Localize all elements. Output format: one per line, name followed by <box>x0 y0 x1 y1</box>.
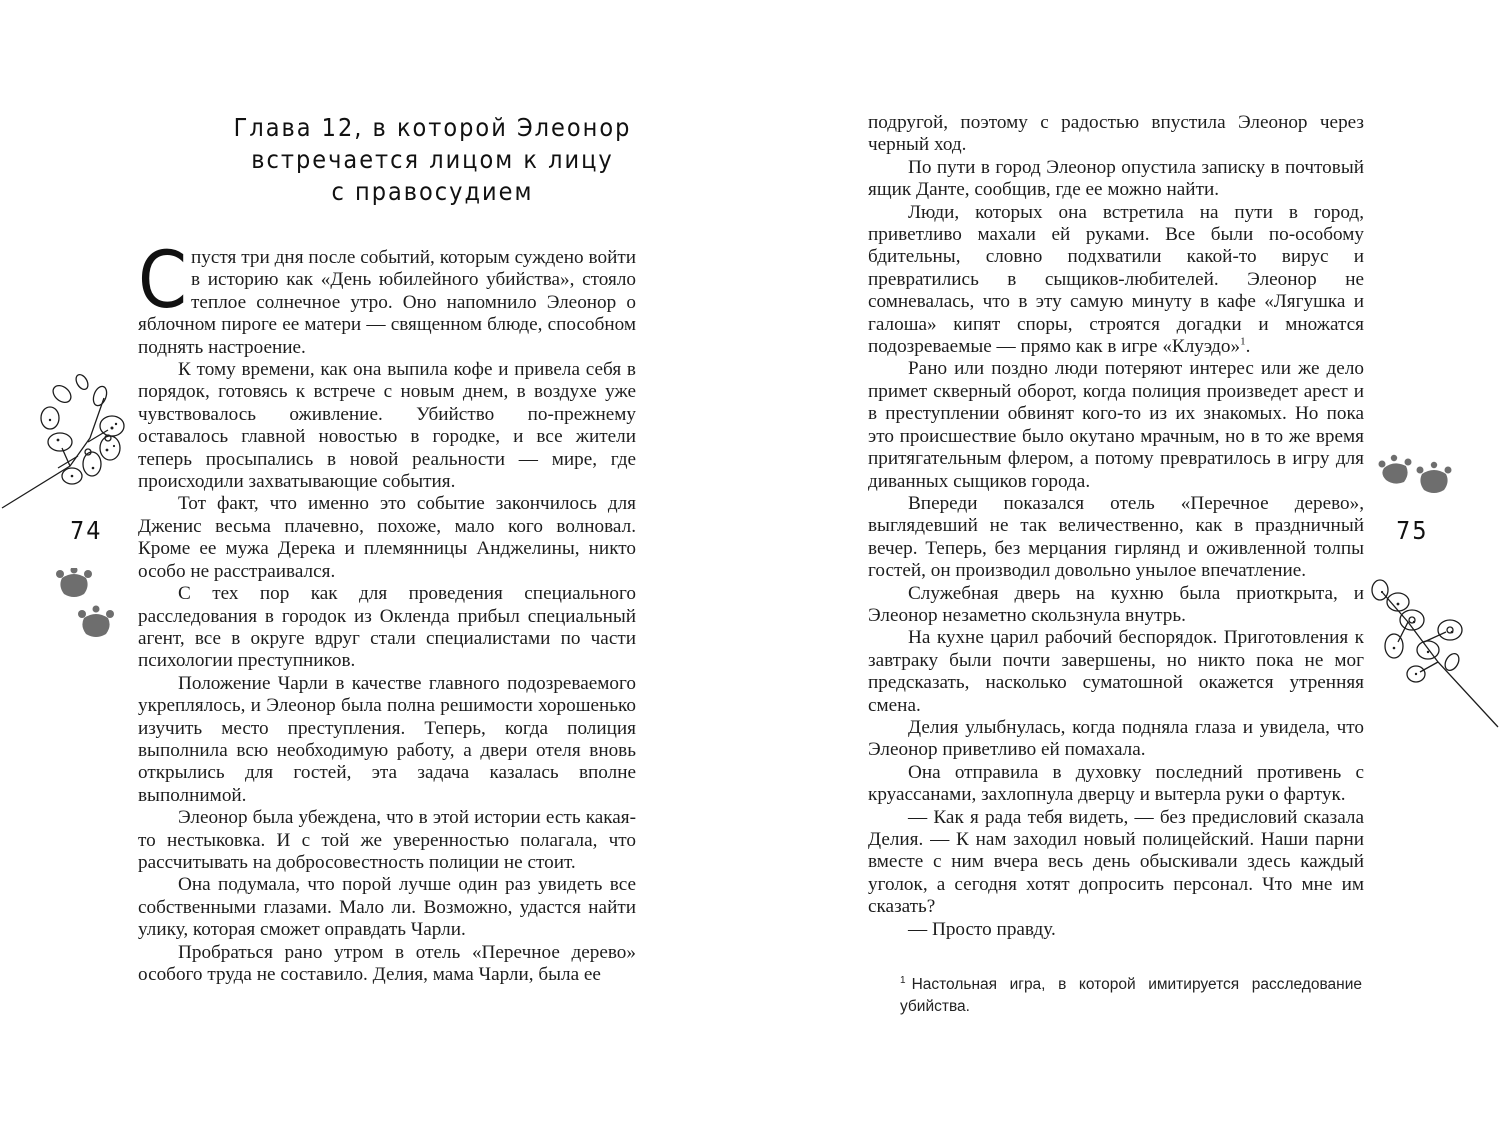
chapter-title <box>160 112 705 208</box>
chapter-title-line-2: встречается лицом к лицу <box>251 145 614 174</box>
paragraph: Пробраться рано утром в отель «Перечное дерево» особого труда не составило. Делия, мама Чарли, была ее <box>138 941 636 985</box>
drop-cap: С <box>138 236 188 326</box>
paragraph-text: Люди, которых она встретила на пути в город, приветливо махали ей руками. Все были по-особому бдительны, словно подхватили какой-то вирус и превратились в сыщиков-любителей. Элеонор не сомневалась, что в эту самую минуту в кафе «Лягушка и галоша» кипят споры, строятся догадки и множатся подозреваемые — прямо как в игре «Клуэдо» <box>868 201 1364 358</box>
chapter-title-line-3: с правосудием <box>331 177 534 206</box>
left-body-text <box>138 236 636 986</box>
footnote-text: Настольная игра, в которой имитируется расследование убийства. <box>900 976 1362 1015</box>
paragraph: По пути в город Элеонор опустила записку в почтовый ящик Данте, сообщив, где ее можно найти. <box>868 156 1364 201</box>
chapter-title-line-1: Глава 12, в которой Элеонор <box>233 113 632 142</box>
paragraph: Элеонор была убеждена, что в этой истории есть какая-то нестыковка. И с той же уверенностью полагала, что рассчитывать на добросовестность полиции не стоит. <box>138 807 636 873</box>
right-page <box>750 0 1500 1126</box>
paragraph <box>138 236 636 359</box>
frog-footprints-icon <box>54 568 124 648</box>
paragraph: На кухне царил рабочий беспорядок. Приготовления к завтраку были почти завершены, но никто пока не мог предсказать, насколько суматошной окажется утренняя смена. <box>868 627 1364 716</box>
paragraph: Делия улыбнулась, когда подняла глаза и увидела, что Элеонор приветливо ей помахала. <box>868 716 1364 761</box>
paragraph: Служебная дверь на кухню была приоткрыта, и Элеонор незаметно скользнула внутрь. <box>868 582 1364 626</box>
paragraph: Она отправила в духовку последний противень с круассанами, захлопнула дверцу и вытерла руки о фартук. <box>868 761 1364 806</box>
paragraph: — Просто правду. <box>908 918 1056 940</box>
frog-footprints-icon <box>1378 452 1458 502</box>
footnote-reference: 1 <box>1240 335 1246 348</box>
page-number: 74 <box>70 516 103 545</box>
right-body-text <box>868 112 1364 941</box>
footnote-mark: 1 <box>900 974 906 986</box>
paragraph: Положение Чарли в качестве главного подозреваемого укреплялось, и Элеонор была полна решимости хорошенько изучить место преступления. Теперь, когда полиция выполнила всю необходимую работу, а двери отеля вновь открылись для гостей, эта задача казалась вполне выполнимой. <box>138 672 636 806</box>
paragraph-text: пустя три дня после событий, которым суждено войти в историю как «День юбилейного убийства», стояло теплое солнечное утро. Оно напомнило Элеонор о яблочном пироге ее матери — священном блюде, способном поднять настроение. <box>138 247 636 358</box>
paragraph: К тому времени, как она выпила кофе и привела себя в порядок, готовясь к встрече с новым днем, в воздухе уже чувствовалось оживление. Убийство по-прежнему оставалось главной новостью в городке, и все жители теперь просыпались в новой реальности — мире, где происходили захватывающие события. <box>138 359 636 493</box>
page-number: 75 <box>1396 516 1429 545</box>
paragraph: Тот факт, что именно это событие закончилось для Дженис весьма плачевно, похоже, мало кого волновал. Кроме ее мужа Дерека и племянницы Анджелины, никто особо не расстраивался. <box>138 493 636 582</box>
paragraph: — Как я рада тебя видеть, — без предисловий сказала Делия. — К нам заходил новый полицейский. Наши парни вместе с ним вчера весь день обыскивали здесь каждый уголок, а сегодня хотят допросить персонал. Что мне им сказать? <box>868 806 1364 918</box>
paragraph: подругой, поэтому с радостью впустила Элеонор через черный ход. <box>868 112 1364 156</box>
orchid-branch-icon <box>1368 562 1500 732</box>
paragraph: Она подумала, что порой лучше один раз увидеть все собственными глазами. Мало ли. Возможно, удастся найти улику, которая сможет оправдать Чарли. <box>138 874 636 941</box>
paragraph: Рано или поздно люди потеряют интерес или же дело примет скверный оборот, когда полиция произведет арест и в преступлении обвинят кого-то из их знакомых. Но пока это происшествие было окутано мрачным, но в то же время притягательным флером, а потому превратилось в игру для диванных сыщиков города. <box>868 358 1364 492</box>
paragraph: Впереди показался отель «Перечное дерево», выглядевший не так величественно, как в праздничный вечер. Теперь, без мерцания гирлянд и оживленной толпы гостей, он производил довольно унылое впечатление. <box>868 492 1364 582</box>
orchid-branch-icon <box>0 368 140 518</box>
paragraph: Люди, которых она встретила на пути в город, приветливо махали ей руками. Все были по-особому бдительны, словно подхватили какой-то вирус и превратились в сыщиков-любителей. Элеонор не сомневалась, что в эту самую минуту в кафе «Лягушка и галоша» кипят споры, строятся догадки и множатся подозреваемые — прямо как в игре «Клуэдо»$^1$. <box>868 201 1364 358</box>
paragraph: С тех пор как для проведения специального расследования в городок из Окленда прибыл специальный агент, все в округе вдруг стали специалистами по части психологии преступников. <box>138 583 636 672</box>
footnote <box>900 974 1362 1018</box>
